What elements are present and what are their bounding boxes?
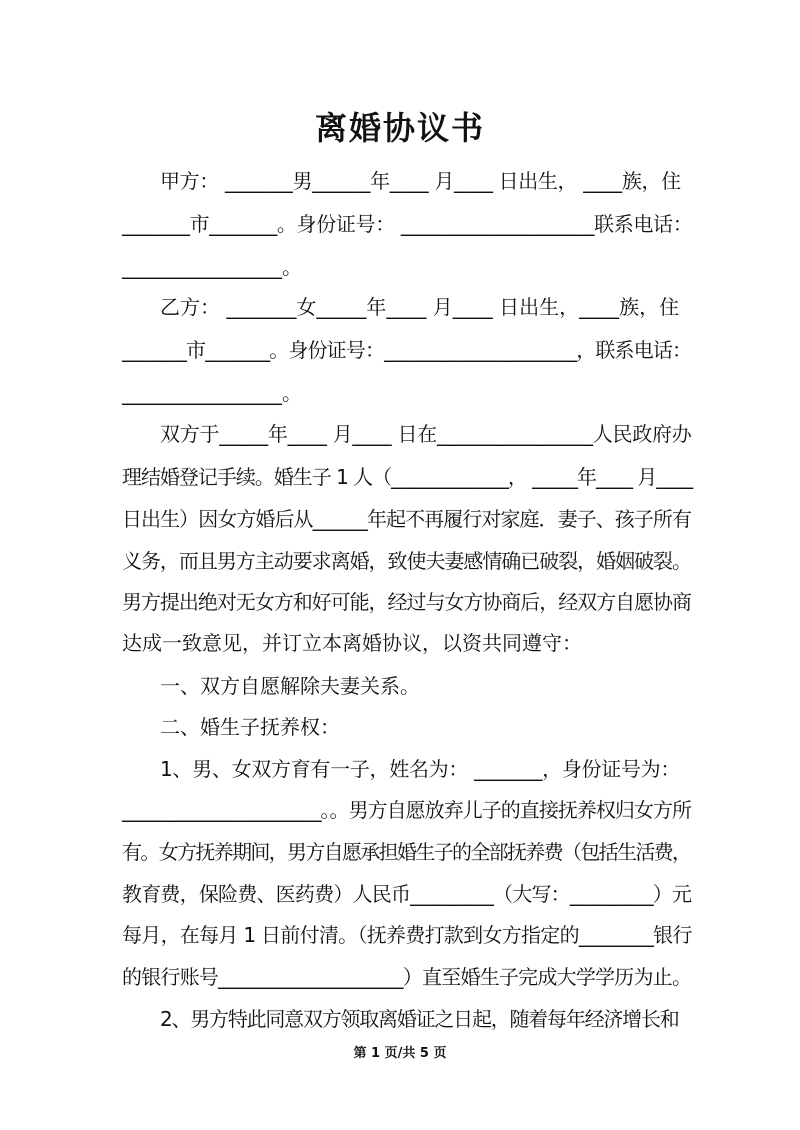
party-b-line-1: 乙方： _______女_____年____ 月____ 日出生，____族，住 [160, 295, 680, 319]
clause-1-heading: 一、双方自愿解除夫妻关系。 [160, 674, 420, 698]
clause-2-1-line-5: 每月，在每月 1 日前付清。（抚养费打款到女方指定的________银行 [122, 923, 692, 947]
clause-2-2-line-1: 2、男方特此同意双方领取离婚证之日起，随着每年经济增长和 [160, 1007, 679, 1031]
clause-2-heading: 二、婚生子抚养权： [160, 715, 340, 739]
page-title: 离婚协议书 [314, 109, 485, 147]
clause-2-1-line-1: 1、男、女双方育有一子，姓名为： _______，身份证号为： [160, 757, 681, 781]
party-a-line-3: ________________。 [122, 255, 302, 279]
preamble-line-4: 义务，而且男方主动要求离婚，致使夫妻感情确已破裂，婚姻破裂。 [122, 549, 691, 573]
preamble-line-2: 理结婚登记手续。婚生子 1 人（_____________， _____年____ 月____ [122, 465, 693, 489]
party-b-line-2: _______市_______。身份证号：_____________________，联系电话： [122, 338, 692, 362]
preamble-line-5: 男方提出绝对无女方和好可能，经过与女方协商后，经双方自愿协商 [122, 590, 691, 614]
preamble-line-1: 双方于_____年____ 月____ 日在________________人民政府办 [160, 422, 692, 446]
preamble-line-3: 日出生）因女方婚后从______年起不再履行对家庭．妻子、孩子所有 [122, 507, 692, 531]
party-a-line-2: _______市_______。身份证号： ____________________联系电话： [122, 212, 693, 236]
page-indicator: 第 1 页/共 5 页 [353, 1046, 447, 1061]
clause-2-1-line-3: 有。女方抚养期间，男方自愿承担婚生子的全部抚养费（包括生活费， [122, 840, 691, 864]
party-b-line-3: ________________。 [122, 381, 302, 405]
clause-2-1-line-6: 的银行账号____________________）直至婚生子完成大学学历为止。 [122, 965, 692, 989]
party-a-line-1: 甲方： _______男______年____ 月____ 日出生， ____族，住 [160, 169, 681, 193]
clause-2-1-line-2: ______________________。。男方自愿放弃儿子的直接抚养权归女方所 [122, 798, 692, 822]
clause-2-1-line-4: 教育费，保险费、医药费）人民币_________（大写：_________）元 [122, 882, 692, 906]
preamble-line-6: 达成一致意见，并订立本离婚协议，以资共同遵守： [122, 631, 582, 655]
